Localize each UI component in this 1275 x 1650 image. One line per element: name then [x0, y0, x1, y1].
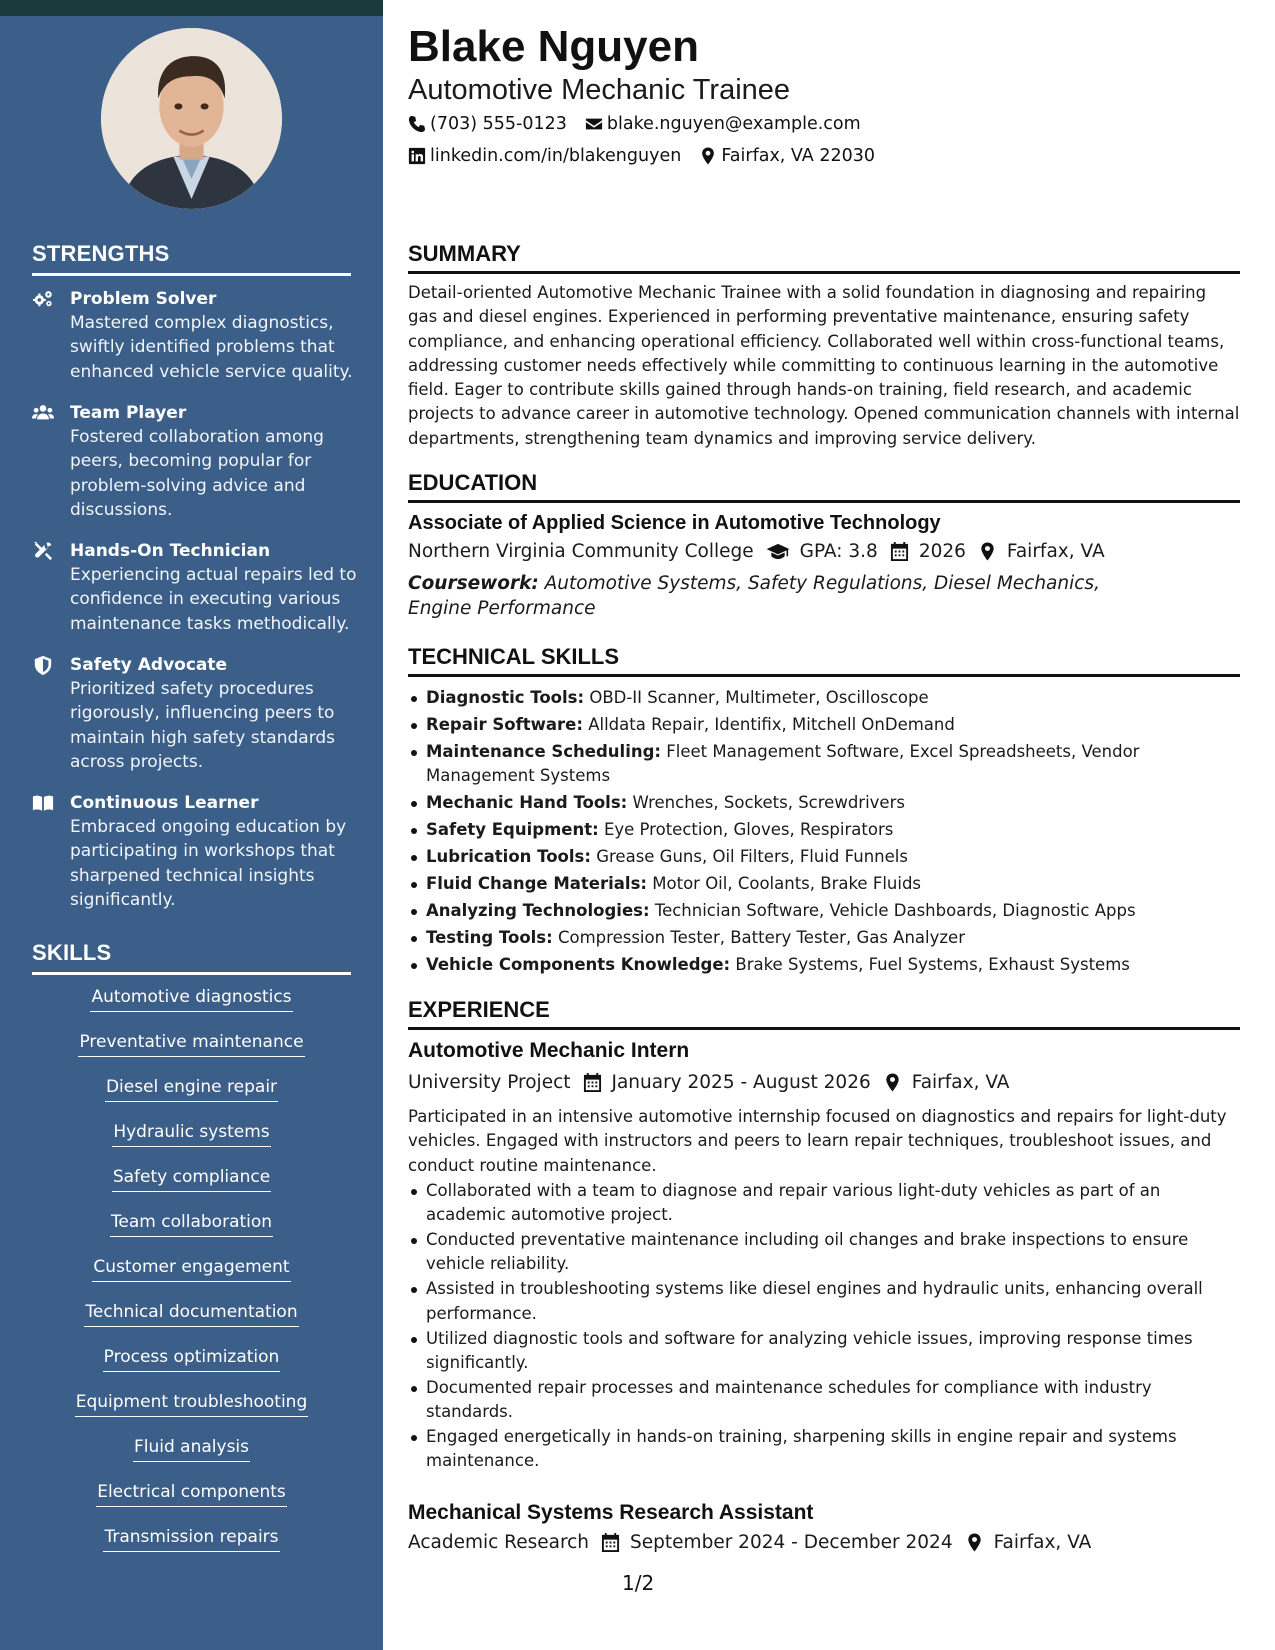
- location-text: Fairfax, VA 22030: [721, 146, 875, 166]
- strength-title: Problem Solver: [70, 289, 217, 309]
- job-location: Fairfax, VA: [965, 1532, 1092, 1553]
- map-pin-icon: [883, 1073, 902, 1092]
- list-item: Assisted in troubleshooting systems like diesel engines and hydraulic units, enhancing overall performance.: [408, 1277, 1240, 1326]
- gears-icon: [32, 287, 70, 387]
- strength-title: Hands-On Technician: [70, 541, 271, 561]
- list-item: Documented repair processes and maintenance schedules for compliance with industry standards.: [408, 1376, 1240, 1425]
- strength-item: [32, 287, 362, 387]
- job-meta: [408, 1532, 1103, 1553]
- page-number: 1/2: [622, 1571, 655, 1595]
- strength-description: Mastered complex diagnostics, swiftly identified problems that enhanced vehicle service quality.: [70, 313, 353, 382]
- strengths-heading: STRENGTHS: [32, 241, 351, 276]
- skill-tag: Equipment troubleshooting: [75, 1390, 309, 1435]
- sidebar-top-bar: [0, 0, 383, 16]
- location-contact: [699, 146, 875, 166]
- skill-tag: Team collaboration: [110, 1210, 273, 1255]
- skills-list: [32, 985, 351, 1570]
- calendar-icon: [601, 1533, 620, 1552]
- job-org: University Project: [408, 1072, 571, 1093]
- list-item: Collaborated with a team to diagnose and repair various light-duty vehicles as part of an academic automotive project.: [408, 1179, 1240, 1228]
- list-item: Utilized diagnostic tools and software for analyzing vehicle issues, improving response times significantly.: [408, 1327, 1240, 1376]
- linkedin-contact[interactable]: [408, 146, 681, 166]
- strength-description: Experiencing actual repairs led to confidence in executing various maintenance tasks methodically.: [70, 565, 357, 634]
- list-item: Testing Tools: Compression Tester, Battery Tester, Gas Analyzer: [408, 926, 1240, 950]
- linkedin-icon: [408, 147, 426, 165]
- strengths-list: [32, 287, 362, 927]
- map-pin-icon: [978, 542, 997, 561]
- skill-tag: Hydraulic systems: [112, 1120, 270, 1165]
- list-item: Repair Software: Alldata Repair, Identifix, Mitchell OnDemand: [408, 713, 1240, 737]
- job-org: Academic Research: [408, 1532, 590, 1553]
- profile-photo: [101, 28, 282, 209]
- tools-icon: [32, 539, 70, 639]
- list-item: Conducted preventative maintenance including oil changes and brake inspections to ensure vehicle reliability.: [408, 1228, 1240, 1277]
- job-description: Participated in an intensive automotive internship focused on diagnostics and repairs for light-duty vehicles. Engaged with instructors and peers to learn repair techniques, troubleshoot issues, and conduct routine maintenance.: [408, 1107, 1227, 1175]
- graduation-cap-icon: [766, 542, 790, 561]
- strength-title: Safety Advocate: [70, 655, 228, 675]
- skill-tag: Customer engagement: [92, 1255, 290, 1300]
- calendar-icon: [890, 542, 909, 561]
- job-meta: [408, 1072, 1021, 1093]
- graduation-year: 2026: [890, 541, 966, 562]
- map-pin-icon: [699, 147, 717, 165]
- book-icon: [32, 791, 70, 913]
- linkedin-text: linkedin.com/in/blakenguyen: [430, 146, 682, 166]
- strength-description: Fostered collaboration among peers, becoming popular for problem-solving advice and discussions.: [70, 427, 324, 521]
- summary-text: Detail-oriented Automotive Mechanic Trainee with a solid foundation in diagnosing and repairing gas and diesel engines. Experienced in performing preventative maintenance, ensuring safety compliance, and enhancing operational efficiency. Collaborated well within cross-functional teams, addressing customer needs effectively while committing to continuous learning in the automotive field. Eager to contribute skills gained through hands-on training, field research, and academic projects to advance career in automotive technology. Opened communication channels with internal departments, strengthening team dynamics and improving service delivery.: [408, 283, 1240, 448]
- list-item: Engaged energetically in hands-on training, sharpening skills in engine repair and systems maintenance.: [408, 1425, 1240, 1474]
- contact-row-1: [408, 114, 879, 134]
- skill-tag: Electrical components: [96, 1480, 287, 1525]
- summary-heading: SUMMARY: [408, 241, 1240, 274]
- experience-heading: EXPERIENCE: [408, 997, 1240, 1030]
- education-heading: EDUCATION: [408, 470, 1240, 503]
- strength-description: Embraced ongoing education by participating in workshops that sharpened technical insights significantly.: [70, 817, 347, 911]
- list-item: Diagnostic Tools: OBD-II Scanner, Multimeter, Oscilloscope: [408, 686, 1240, 710]
- shield-icon: [32, 653, 70, 777]
- job-location: Fairfax, VA: [883, 1072, 1010, 1093]
- users-icon: [32, 401, 70, 525]
- phone-text: (703) 555-0123: [430, 114, 567, 134]
- list-item: Vehicle Components Knowledge: Brake Systems, Fuel Systems, Exhaust Systems: [408, 953, 1240, 977]
- avatar: [101, 28, 282, 209]
- strength-item: [32, 401, 362, 525]
- skill-tag: Process optimization: [103, 1345, 281, 1390]
- list-item: Mechanic Hand Tools: Wrenches, Sockets, Screwdrivers: [408, 791, 1240, 815]
- strength-item: [32, 653, 362, 777]
- candidate-name: Blake Nguyen: [408, 22, 699, 71]
- email-contact[interactable]: [585, 114, 861, 134]
- strength-item: [32, 791, 362, 913]
- skills-heading: SKILLS: [32, 940, 351, 975]
- job-dates: January 2025 - August 2026: [583, 1072, 871, 1093]
- email-text: blake.nguyen@example.com: [606, 114, 861, 134]
- envelope-icon: [585, 115, 603, 133]
- list-item: Lubrication Tools: Grease Guns, Oil Filters, Fluid Funnels: [408, 845, 1240, 869]
- map-pin-icon: [965, 1533, 984, 1552]
- contact-row-2: [408, 146, 893, 166]
- education-location: Fairfax, VA: [978, 541, 1105, 562]
- technical-skills-heading: TECHNICAL SKILLS: [408, 644, 1240, 677]
- job-title: Mechanical Systems Research Assistant: [408, 1501, 814, 1524]
- list-item: Analyzing Technologies: Technician Software, Vehicle Dashboards, Diagnostic Apps: [408, 899, 1240, 923]
- phone-contact[interactable]: [408, 114, 567, 134]
- strength-title: Team Player: [70, 403, 187, 423]
- school-name: Northern Virginia Community College: [408, 541, 754, 562]
- job-bullets: [408, 1179, 1240, 1474]
- technical-skills-list: [408, 686, 1240, 980]
- coursework: [408, 572, 1168, 621]
- skill-tag: Transmission repairs: [103, 1525, 279, 1570]
- skill-tag: Safety compliance: [112, 1165, 271, 1210]
- strength-title: Continuous Learner: [70, 793, 259, 813]
- coursework-label: Coursework:: [408, 573, 539, 594]
- candidate-title: Automotive Mechanic Trainee: [408, 74, 791, 106]
- skill-tag: Diesel engine repair: [105, 1075, 278, 1120]
- sidebar: [0, 0, 383, 1650]
- list-item: Safety Equipment: Eye Protection, Gloves, Respirators: [408, 818, 1240, 842]
- coursework-text: Automotive Systems, Safety Regulations, Diesel Mechanics, Engine Performance: [408, 573, 1100, 619]
- strength-description: Prioritized safety procedures rigorously, influencing peers to maintain high safety standards across projects.: [70, 679, 336, 773]
- skill-tag: Technical documentation: [84, 1300, 298, 1345]
- skill-tag: Fluid analysis: [133, 1435, 250, 1480]
- phone-icon: [408, 115, 426, 133]
- job-title: Automotive Mechanic Intern: [408, 1039, 690, 1062]
- gpa: GPA: 3.8: [766, 541, 878, 562]
- skill-tag: Automotive diagnostics: [90, 985, 292, 1030]
- strength-item: [32, 539, 362, 639]
- skill-tag: Preventative maintenance: [78, 1030, 304, 1075]
- list-item: Fluid Change Materials: Motor Oil, Coolants, Brake Fluids: [408, 872, 1240, 896]
- degree-title: Associate of Applied Science in Automotive Technology: [408, 512, 941, 534]
- list-item: Maintenance Scheduling: Fleet Management Software, Excel Spreadsheets, Vendor Management Systems: [408, 740, 1240, 789]
- education-meta: [408, 541, 1117, 562]
- calendar-icon: [583, 1073, 602, 1092]
- job-dates: September 2024 - December 2024: [601, 1532, 953, 1553]
